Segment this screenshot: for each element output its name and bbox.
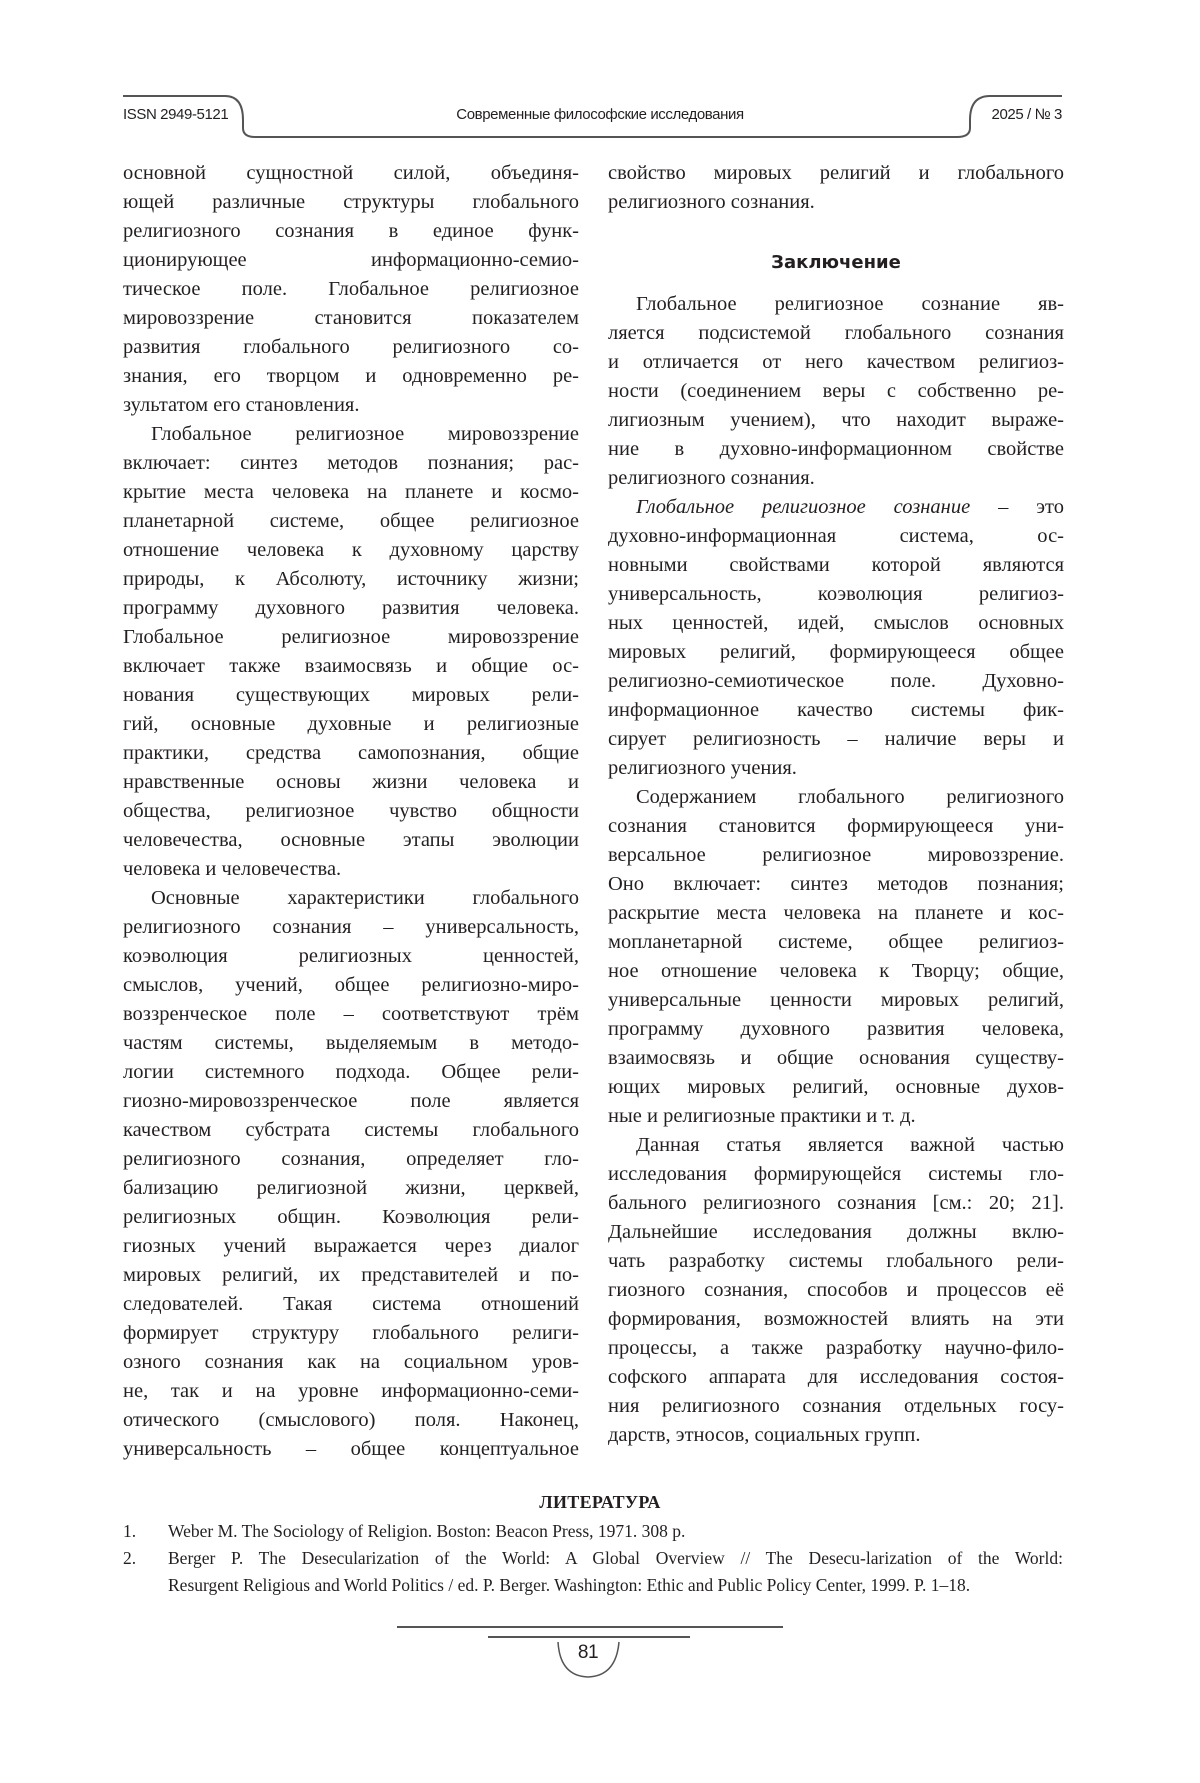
text-line: [608, 1160, 1064, 1189]
text-line: [608, 290, 1064, 319]
line-text: Данная статья является важной частью: [636, 1134, 1064, 1156]
line-text: логии системного подхода. Общее рели-: [123, 1061, 579, 1083]
reference-text: Resurgent Religious and World Politics / ed. P. Berger. Washington: Ethic and Public Policy Center, 1999. P. 1–18.: [168, 1572, 1063, 1599]
text-line: [608, 986, 1064, 1015]
text-line: [123, 971, 579, 1000]
text-line: [608, 159, 1064, 188]
reference-item: [123, 1518, 1063, 1545]
line-text: и отличается от него качеством религиоз-: [608, 351, 1064, 373]
text-line: [608, 783, 1064, 812]
text-line: [123, 362, 579, 391]
text-line: [123, 942, 579, 971]
line-text: Глобальное религиозное мировоззрение: [151, 423, 579, 445]
line-text: формирует структуру глобального религи-: [123, 1322, 579, 1344]
text-line: [123, 652, 579, 681]
text-line: [123, 275, 579, 304]
text-line: [608, 1015, 1064, 1044]
text-line: [123, 913, 579, 942]
line-text: новными свойствами которой являются: [608, 554, 1064, 576]
line-text: Дальнейшие исследования должны вклю-: [608, 1221, 1064, 1243]
line-text: знания, его творцом и одновременно ре-: [123, 365, 579, 387]
text-line: [123, 1377, 579, 1406]
text-line: [123, 1000, 579, 1029]
line-text: мировоззрение становится показателем: [123, 307, 579, 329]
issue-number: 2025 / № 3: [990, 106, 1062, 123]
line-text: религиозно-семиотическое поле. Духовно-: [608, 670, 1064, 692]
text-line: [123, 1348, 579, 1377]
line-text: ности (соединением веры с собственно ре-: [608, 380, 1064, 402]
line-text: практики, средства самопознания, общие: [123, 742, 579, 764]
text-line: [608, 377, 1064, 406]
left-column: [123, 159, 579, 1464]
line-text: софского аппарата для исследования состоя-: [608, 1366, 1064, 1388]
line-text: планетарной системе, общее религиозное: [123, 510, 579, 532]
text-line: [123, 1406, 579, 1435]
line-text: мировых религий, формирующееся общее: [608, 641, 1064, 663]
line-text: ные и религиозные практики и т. д.: [608, 1105, 916, 1127]
line-text: взаимосвязь и общие основания существу-: [608, 1047, 1064, 1069]
text-line: [608, 1363, 1064, 1392]
text-line: [608, 928, 1064, 957]
text-line: [123, 739, 579, 768]
text-line: [608, 406, 1064, 435]
text-line: [608, 754, 1064, 783]
text-line: [123, 623, 579, 652]
text-line: [123, 768, 579, 797]
text-line: [608, 522, 1064, 551]
line-text: чать разработку системы глобального рели-: [608, 1250, 1064, 1272]
line-text: крытие места человека на планете и космо-: [123, 481, 579, 503]
line-text: религиозного сознания в единое функ-: [123, 220, 579, 242]
page-number: 81: [556, 1642, 620, 1664]
text-line: [123, 449, 579, 478]
line-text: нравственные основы жизни человека и: [123, 771, 579, 793]
line-text: гиозных учений выражается через диалог: [123, 1235, 579, 1257]
text-line: [123, 1116, 579, 1145]
text-line: [608, 1131, 1064, 1160]
text-line: [608, 493, 1064, 522]
line-text: духовно-информационная система, ос-: [608, 525, 1064, 547]
text-line: [123, 507, 579, 536]
text-line: [608, 348, 1064, 377]
reference-text: Weber M. The Sociology of Religion. Boston: Beacon Press, 1971. 308 p.: [168, 1518, 1063, 1545]
reference-item: [123, 1545, 1063, 1599]
line-text: – это: [970, 496, 1064, 518]
text-line: [608, 1218, 1064, 1247]
text-line: [123, 1058, 579, 1087]
line-text: озного сознания как на социальном уров-: [123, 1351, 579, 1373]
line-text: религиозного учения.: [608, 757, 797, 779]
reference-number: 1.: [123, 1518, 136, 1545]
journal-title: Современные философские исследования: [0, 106, 1200, 123]
text-line: [608, 841, 1064, 870]
text-line: [608, 551, 1064, 580]
line-text: лигиозным учением), что находит выраже-: [608, 409, 1064, 431]
line-text: раскрытие места человека на планете и кос-: [608, 902, 1064, 924]
text-line: [608, 1044, 1064, 1073]
line-text: религиозных общин. Коэволюция рели-: [123, 1206, 579, 1228]
line-text: ющих мировых религий, основные духов-: [608, 1076, 1064, 1098]
text-line: [123, 1029, 579, 1058]
reference-text: Berger P. The Desecularization of the World: A Global Overview // The Desecu-larization of the World:: [168, 1545, 1063, 1572]
text-line: [608, 319, 1064, 348]
line-text: человечества, основные этапы эволюции: [123, 829, 579, 851]
line-text: программу духовного развития человека,: [608, 1018, 1064, 1040]
text-line: [608, 1073, 1064, 1102]
reference-number: 2.: [123, 1545, 136, 1572]
line-text: развития глобального религиозного со-: [123, 336, 579, 358]
text-line: [123, 884, 579, 913]
text-line: [608, 696, 1064, 725]
line-text: ное отношение человека к Творцу; общие,: [608, 960, 1064, 982]
text-line: [123, 594, 579, 623]
line-text: ние в духовно-информационном свойстве: [608, 438, 1064, 460]
text-line: [123, 1435, 579, 1464]
line-text: качеством субстрата системы глобального: [123, 1119, 579, 1141]
text-line: [123, 1174, 579, 1203]
line-text: исследования формирующейся системы гло-: [608, 1163, 1064, 1185]
line-text: Основные характеристики глобального: [151, 887, 579, 909]
line-text: ляется подсистемой глобального сознания: [608, 322, 1064, 344]
text-line: [608, 1305, 1064, 1334]
line-text: включает: синтез методов познания; рас-: [123, 452, 579, 474]
text-line: [123, 217, 579, 246]
text-line: [123, 1145, 579, 1174]
line-text: гиозного сознания, способов и процессов её: [608, 1279, 1064, 1301]
line-text: основной сущностной силой, объединя-: [123, 162, 579, 184]
line-text: нования существующих мировых рели-: [123, 684, 579, 706]
line-text: зультатом его становления.: [123, 394, 359, 416]
line-text: дарств, этносов, социальных групп.: [608, 1424, 921, 1446]
line-text: сирует религиозность – наличие веры и: [608, 728, 1064, 750]
line-text: воззренческое поле – соответствуют трём: [123, 1003, 579, 1025]
line-text: ных ценностей, идей, смыслов основных: [608, 612, 1064, 634]
line-text: отического (смыслового) поля. Наконец,: [123, 1409, 579, 1431]
text-line: [608, 638, 1064, 667]
line-text: информационное качество системы фик-: [608, 699, 1064, 721]
line-text: общества, религиозное чувство общности: [123, 800, 579, 822]
text-line: [123, 681, 579, 710]
line-text: мировых религий, их представителей и по-: [123, 1264, 579, 1286]
line-text: формирования, возможностей влиять на эти: [608, 1308, 1064, 1330]
line-text: следователей. Такая система отношений: [123, 1293, 579, 1315]
line-text: свойство мировых религий и глобального: [608, 162, 1064, 184]
line-text: универсальность, коэволюция религиоз-: [608, 583, 1064, 605]
text-line: [123, 188, 579, 217]
text-line: [608, 870, 1064, 899]
line-text: сознания становится формирующееся уни-: [608, 815, 1064, 837]
line-text: отношение человека к духовному царству: [123, 539, 579, 561]
line-text: религиозного сознания – универсальность,: [123, 916, 579, 938]
line-text: процессы, а также разработку научно-фило-: [608, 1337, 1064, 1359]
line-text: версальное религиозное мировоззрение.: [608, 844, 1064, 866]
right-column: [608, 290, 1064, 1450]
text-line: [123, 1087, 579, 1116]
references-title: ЛИТЕРАТУРА: [0, 1492, 1200, 1513]
text-line: [608, 580, 1064, 609]
line-text: универсальные ценности мировых религий,: [608, 989, 1064, 1011]
line-text: программу духовного развития человека.: [123, 597, 579, 619]
issn: ISSN 2949-5121: [123, 106, 228, 123]
line-text: ния религиозного сознания отдельных госу-: [608, 1395, 1064, 1417]
text-line: [123, 1261, 579, 1290]
text-line: [608, 899, 1064, 928]
line-text: человека и человечества.: [123, 858, 341, 880]
text-line: [608, 1102, 1064, 1131]
line-text: Содержанием глобального религиозного: [636, 786, 1064, 808]
line-text: Глобальное религиозное сознание яв-: [636, 293, 1064, 315]
text-line: [123, 391, 579, 420]
text-line: [123, 304, 579, 333]
line-text: ционирующее информационно-семио-: [123, 249, 579, 271]
text-line: [123, 1203, 579, 1232]
text-line: [123, 565, 579, 594]
text-line: [608, 188, 1064, 217]
text-line: [123, 159, 579, 188]
text-line: [123, 1319, 579, 1348]
line-text: включает также взаимосвязь и общие ос-: [123, 655, 579, 677]
line-text: смыслов, учений, общее религиозно-миро-: [123, 974, 579, 996]
text-line: [123, 333, 579, 362]
line-text: Оно включает: синтез методов познания;: [608, 873, 1064, 895]
line-text: природы, к Абсолюту, источнику жизни;: [123, 568, 579, 590]
text-line: [123, 246, 579, 275]
text-line: [608, 609, 1064, 638]
text-line: [123, 855, 579, 884]
text-line: [608, 1392, 1064, 1421]
text-line: [123, 1232, 579, 1261]
text-line: [608, 1334, 1064, 1363]
text-line: [123, 826, 579, 855]
text-line: [608, 667, 1064, 696]
text-line: [608, 725, 1064, 754]
line-text: мопланетарной системе, общее религиоз-: [608, 931, 1064, 953]
line-text: коэволюция религиозных ценностей,: [123, 945, 579, 967]
text-line: [608, 1276, 1064, 1305]
text-line: [123, 536, 579, 565]
line-text: Глобальное религиозное мировоззрение: [123, 626, 579, 648]
line-text: гиозно-мировоззренческое поле является: [123, 1090, 579, 1112]
text-line: [608, 464, 1064, 493]
italic-term: Глобальное религиозное сознание: [636, 496, 970, 518]
line-text: универсальность – общее концептуальное: [123, 1438, 579, 1460]
line-text: бализацию религиозной жизни, церквей,: [123, 1177, 579, 1199]
line-text: религиозного сознания.: [608, 467, 815, 489]
text-line: [123, 710, 579, 739]
line-text: частям системы, выделяемым в методо-: [123, 1032, 579, 1054]
line-text: не, так и на уровне информационно-семи-: [123, 1380, 579, 1402]
line-text: гий, основные духовные и религиозные: [123, 713, 579, 735]
text-line: [608, 1247, 1064, 1276]
line-text: религиозного сознания, определяет гло-: [123, 1148, 579, 1170]
text-line: [123, 797, 579, 826]
text-line: [608, 1421, 1064, 1450]
text-line: [608, 1189, 1064, 1218]
line-text: религиозного сознания.: [608, 191, 815, 213]
conclusion-heading: Заключение: [608, 252, 1064, 273]
right-column-top: [608, 159, 1064, 217]
text-line: [123, 1290, 579, 1319]
text-line: [123, 420, 579, 449]
text-line: [608, 957, 1064, 986]
line-text: ющей различные структуры глобального: [123, 191, 579, 213]
line-text: тическое поле. Глобальное религиозное: [123, 278, 579, 300]
line-text: бального религиозного сознания [см.: 20; 21].: [608, 1192, 1064, 1214]
text-line: [123, 478, 579, 507]
text-line: [608, 435, 1064, 464]
text-line: [608, 812, 1064, 841]
